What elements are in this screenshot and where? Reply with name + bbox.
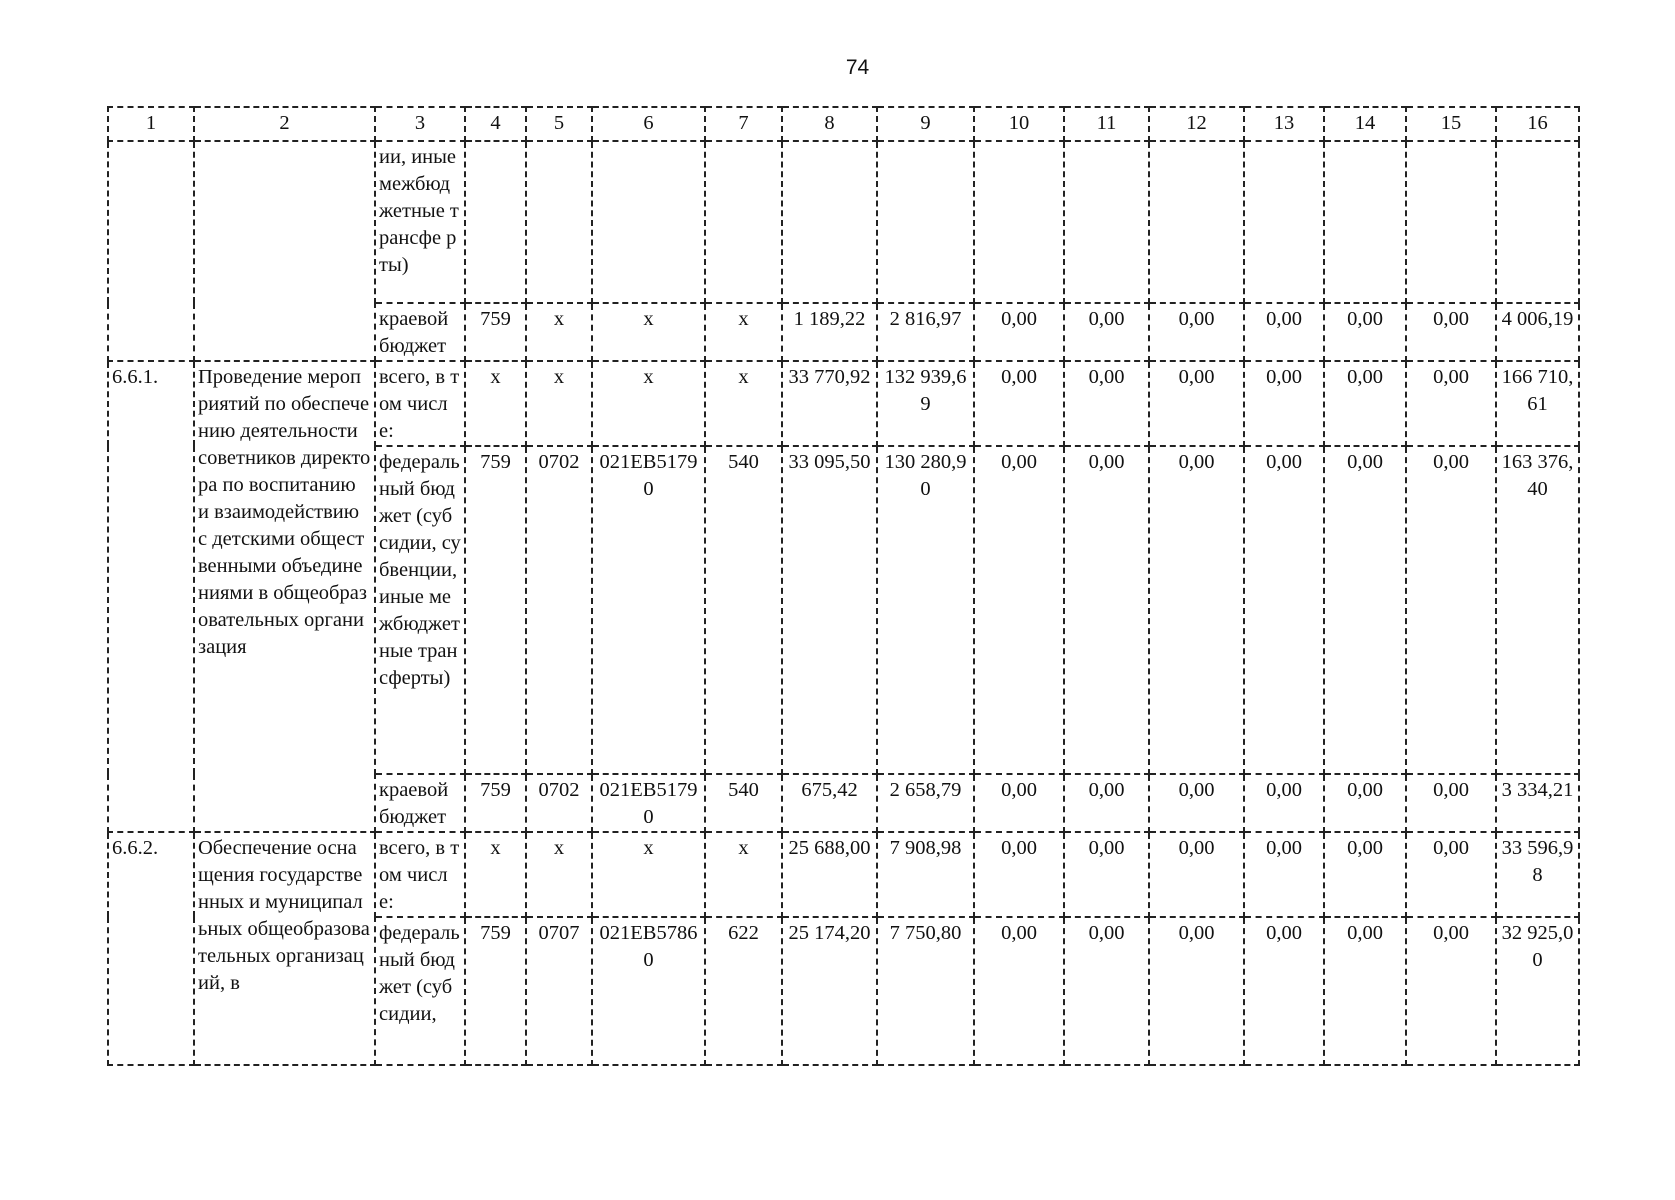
cell-vr: х (705, 303, 782, 361)
cell-csr: х (592, 832, 705, 917)
cell-value: 0,00 (1244, 303, 1324, 361)
header-cell: 8 (782, 107, 877, 141)
cell-value: 0,00 (1324, 303, 1406, 361)
cell-total: 4 006,19 (1496, 303, 1579, 361)
cell-vr: 540 (705, 446, 782, 774)
cell-value: 25 688,00 (782, 832, 877, 917)
cell-value: 0,00 (974, 446, 1064, 774)
cell-value: 0,00 (1324, 774, 1406, 832)
row-description: Обеспечение оснащения государственных и муниципальных общеобразовательных организаций, в (194, 832, 375, 1065)
cell-value: 0,00 (974, 303, 1064, 361)
cell-value (1244, 141, 1324, 303)
cell-vr (705, 141, 782, 303)
header-cell: 2 (194, 107, 375, 141)
cell-rzpr (526, 141, 592, 303)
funding-source: федеральный бюджет (субсидии, субвенции, иные межбюджетные трансферты) (375, 446, 465, 774)
header-cell: 12 (1149, 107, 1244, 141)
cell-rzpr: х (526, 832, 592, 917)
header-cell: 13 (1244, 107, 1324, 141)
cell-value: 0,00 (1064, 832, 1149, 917)
cell-value: 0,00 (1324, 361, 1406, 446)
cell-rzpr: х (526, 361, 592, 446)
row-description (194, 141, 375, 361)
cell-value: 0,00 (1244, 917, 1324, 1065)
cell-value: 0,00 (1324, 917, 1406, 1065)
cell-value: 7 908,98 (877, 832, 974, 917)
table-row (108, 832, 1579, 917)
cell-vr: 540 (705, 774, 782, 832)
cell-value: 675,42 (782, 774, 877, 832)
cell-value: 0,00 (974, 774, 1064, 832)
cell-total (1496, 141, 1579, 303)
table-row (108, 361, 1579, 446)
cell-value: 0,00 (1324, 832, 1406, 917)
cell-total: 166 710,61 (1496, 361, 1579, 446)
budget-table (107, 106, 1580, 1066)
cell-total: 33 596,98 (1496, 832, 1579, 917)
cell-csr: х (592, 361, 705, 446)
cell-value: 0,00 (1064, 303, 1149, 361)
cell-csr: 021ЕВ57860 (592, 917, 705, 1065)
cell-value: 0,00 (974, 361, 1064, 446)
cell-value: 0,00 (1244, 446, 1324, 774)
cell-value (1064, 141, 1149, 303)
cell-value: 0,00 (1149, 832, 1244, 917)
cell-value: 0,00 (1064, 446, 1149, 774)
cell-value: 0,00 (1244, 361, 1324, 446)
cell-grbs: 759 (465, 917, 526, 1065)
row-code (108, 141, 194, 361)
cell-value: 0,00 (1149, 361, 1244, 446)
cell-value: 25 174,20 (782, 917, 877, 1065)
header-cell: 14 (1324, 107, 1406, 141)
cell-value: 0,00 (1406, 774, 1496, 832)
table-row (108, 141, 1579, 303)
cell-value: 0,00 (1064, 774, 1149, 832)
cell-value: 1 189,22 (782, 303, 877, 361)
funding-source: краевой бюджет (375, 303, 465, 361)
cell-value: 0,00 (974, 832, 1064, 917)
funding-source: федеральный бюджет (субсидии, (375, 917, 465, 1065)
cell-value: 130 280,90 (877, 446, 974, 774)
header-cell: 7 (705, 107, 782, 141)
cell-value: 33 095,50 (782, 446, 877, 774)
header-cell: 9 (877, 107, 974, 141)
header-cell: 15 (1406, 107, 1496, 141)
cell-value: 0,00 (1064, 361, 1149, 446)
funding-source: всего, в том числе: (375, 832, 465, 917)
cell-value: 0,00 (974, 917, 1064, 1065)
funding-source: всего, в том числе: (375, 361, 465, 446)
cell-value: 0,00 (1149, 446, 1244, 774)
cell-rzpr: 0702 (526, 446, 592, 774)
header-cell: 3 (375, 107, 465, 141)
header-cell: 4 (465, 107, 526, 141)
cell-grbs: х (465, 832, 526, 917)
cell-grbs: 759 (465, 774, 526, 832)
cell-rzpr: 0707 (526, 917, 592, 1065)
cell-total: 163 376,40 (1496, 446, 1579, 774)
funding-source: краевой бюджет (375, 774, 465, 832)
cell-value: 33 770,92 (782, 361, 877, 446)
cell-value: 0,00 (1244, 774, 1324, 832)
cell-value: 0,00 (1149, 303, 1244, 361)
cell-csr: 021ЕВ51790 (592, 774, 705, 832)
cell-value (1324, 141, 1406, 303)
cell-vr: 622 (705, 917, 782, 1065)
cell-rzpr: х (526, 303, 592, 361)
header-cell: 5 (526, 107, 592, 141)
cell-value: 0,00 (1149, 774, 1244, 832)
cell-rzpr: 0702 (526, 774, 592, 832)
cell-value: 7 750,80 (877, 917, 974, 1065)
cell-grbs: х (465, 361, 526, 446)
cell-value: 0,00 (1406, 832, 1496, 917)
cell-value: 0,00 (1406, 917, 1496, 1065)
cell-grbs (465, 141, 526, 303)
header-cell: 1 (108, 107, 194, 141)
page-number: 74 (845, 56, 870, 79)
cell-vr: х (705, 832, 782, 917)
header-cell: 6 (592, 107, 705, 141)
cell-value (1149, 141, 1244, 303)
row-description: Проведение мероприятий по обеспечению деятельности советников директора по воспитанию и взаимодействию с детскими общественными объединениями в общеобразовательных организация (194, 361, 375, 832)
cell-csr (592, 141, 705, 303)
cell-value: 0,00 (1324, 446, 1406, 774)
cell-csr: 021ЕВ51790 (592, 446, 705, 774)
cell-value: 0,00 (1149, 917, 1244, 1065)
row-code: 6.6.1. (108, 361, 194, 832)
row-code: 6.6.2. (108, 832, 194, 1065)
cell-grbs: 759 (465, 446, 526, 774)
funding-source: ии, иные межбюд жетные трансфе рты) (375, 141, 465, 303)
cell-value: 0,00 (1406, 303, 1496, 361)
cell-total: 32 925,00 (1496, 917, 1579, 1065)
header-row (108, 107, 1579, 141)
cell-value (782, 141, 877, 303)
cell-value (877, 141, 974, 303)
header-cell: 10 (974, 107, 1064, 141)
cell-value: 0,00 (1064, 917, 1149, 1065)
cell-value: 0,00 (1406, 361, 1496, 446)
cell-value (1406, 141, 1496, 303)
cell-value: 0,00 (1406, 446, 1496, 774)
cell-value: 0,00 (1244, 832, 1324, 917)
header-cell: 11 (1064, 107, 1149, 141)
cell-value (974, 141, 1064, 303)
cell-total: 3 334,21 (1496, 774, 1579, 832)
cell-csr: х (592, 303, 705, 361)
cell-value: 2 658,79 (877, 774, 974, 832)
cell-grbs: 759 (465, 303, 526, 361)
header-cell: 16 (1496, 107, 1579, 141)
cell-vr: х (705, 361, 782, 446)
cell-value: 2 816,97 (877, 303, 974, 361)
cell-value: 132 939,69 (877, 361, 974, 446)
